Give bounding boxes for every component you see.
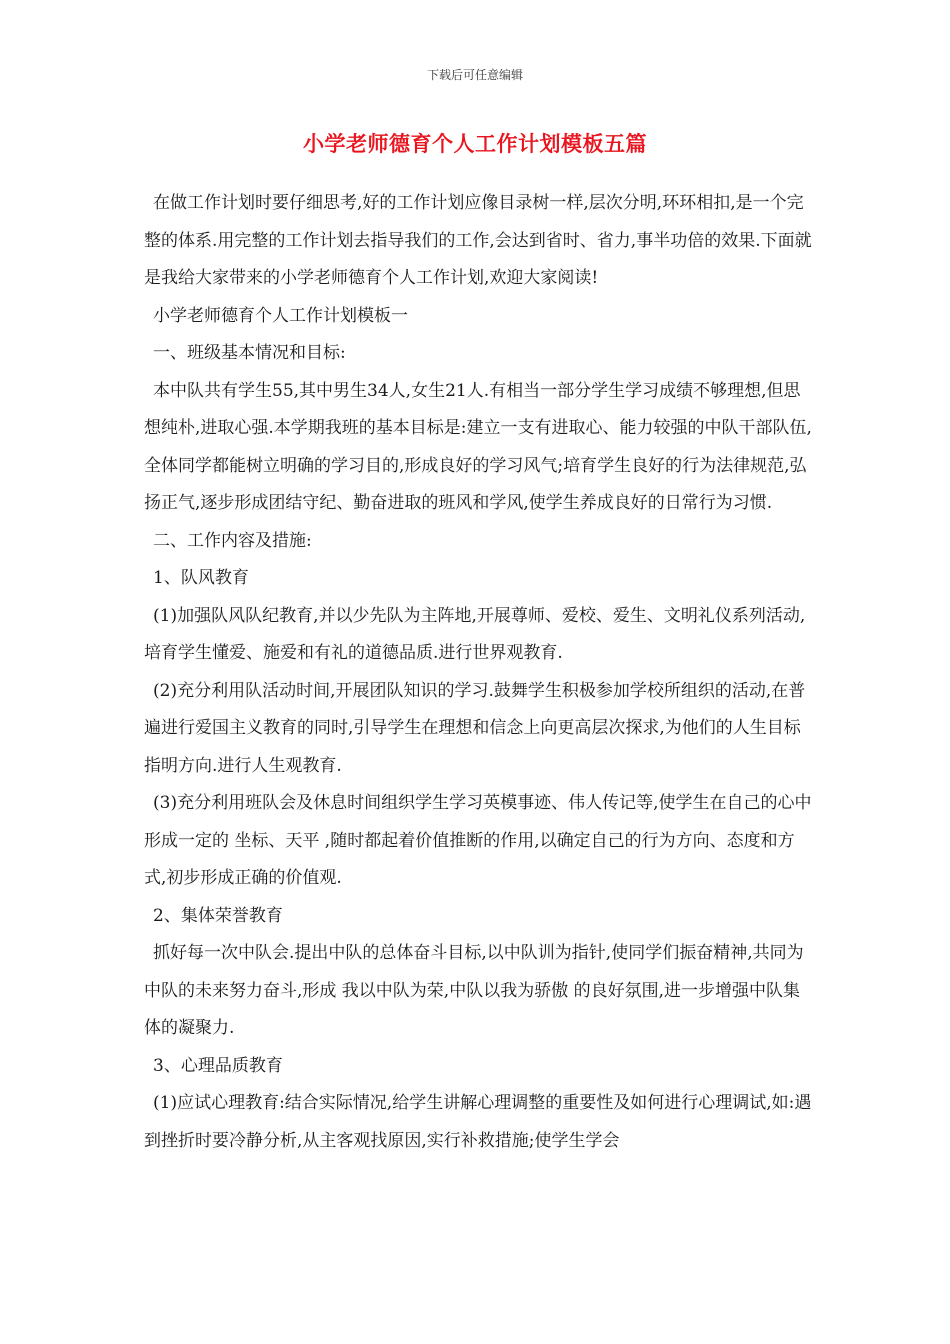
paragraph-collective-honor: 抓好每一次中队会.提出中队的总体奋斗目标,以中队训为指针,使同学们振奋精神,共同为中队的未来努力奋斗,形成 我以中队为荣,中队以我为骄傲 的良好氛围,进一步增强中队集体的凝聚力. [144,943,804,1038]
item-heading-team-education: 1、队风教育 [153,568,249,588]
item-heading-collective-honor: 2、集体荣誉教育 [153,905,283,926]
paragraph-item-1-2: (2)充分利用队活动时间,开展团队知识的学习.鼓舞学生积极参加学校所组织的活动,在普遍进行爱国主义教育的同时,引导学生在理想和信念上向更高层次探求,为他们的人生目标指明方向.进行人生观教育. [144,680,806,776]
paragraph-psychology-1: (1)应试心理教育:结合实际情况,给学生讲解心理调整的重要性及如何进行心理调试,如:遇到挫折时要冷静分析,从主客观找原因,实行补救措施;使学生学会 [144,1093,812,1151]
subheading-work-content: 二、工作内容及措施: [153,530,312,551]
item-heading-psychology: 3、心理品质教育 [153,1055,283,1076]
header-note: 下载后可任意编辑 [426,68,523,82]
paragraph-class-situation: 本中队共有学生55,其中男生34人,女生21人.有相当一部分学生学习成绩不够理想,但思想纯朴,进取心强.本学期我班的基本目标是:建立一支有进取心、能力较强的中队干部队伍,全体同学都能树立明确的学习目的,形成良好的学习风气;培育学生良好的行为法律规范,弘扬正气,逐步形成团结守纪、勤奋进取的班风和学风,使学生养成良好的日常行为习惯. [144,380,812,513]
subheading-class-situation: 一、班级基本情况和目标: [153,343,346,363]
section-heading-template-one: 小学老师德育个人工作计划模板一 [153,305,408,326]
document-body [144,185,812,1160]
paragraph-item-1-3: (3)充分利用班队会及休息时间组织学生学习英模事迹、伟人传记等,使学生在自己的心中形成一定的 坐标、天平 ,随时都起着价值推断的作用,以确定自己的行为方向、态度和方式,初步形成正确的价值观. [144,793,812,888]
paragraph-item-1-1: (1)加强队风队纪教育,并以少先队为主阵地,开展尊师、爱校、爱生、文明礼仪系列活动,培育学生懂爱、施爱和有礼的道德品质.进行世界观教育. [144,605,806,663]
intro-paragraph: 在做工作计划时要仔细思考,好的工作计划应像目录树一样,层次分明,环环相扣,是一个完整的体系.用完整的工作计划去指导我们的工作,会达到省时、省力,事半功倍的效果.下面就是我给大家带来的小学老师德育个人工作计划,欢迎大家阅读! [144,193,812,288]
document-title: 小学老师德育个人工作计划模板五篇 [303,131,647,156]
